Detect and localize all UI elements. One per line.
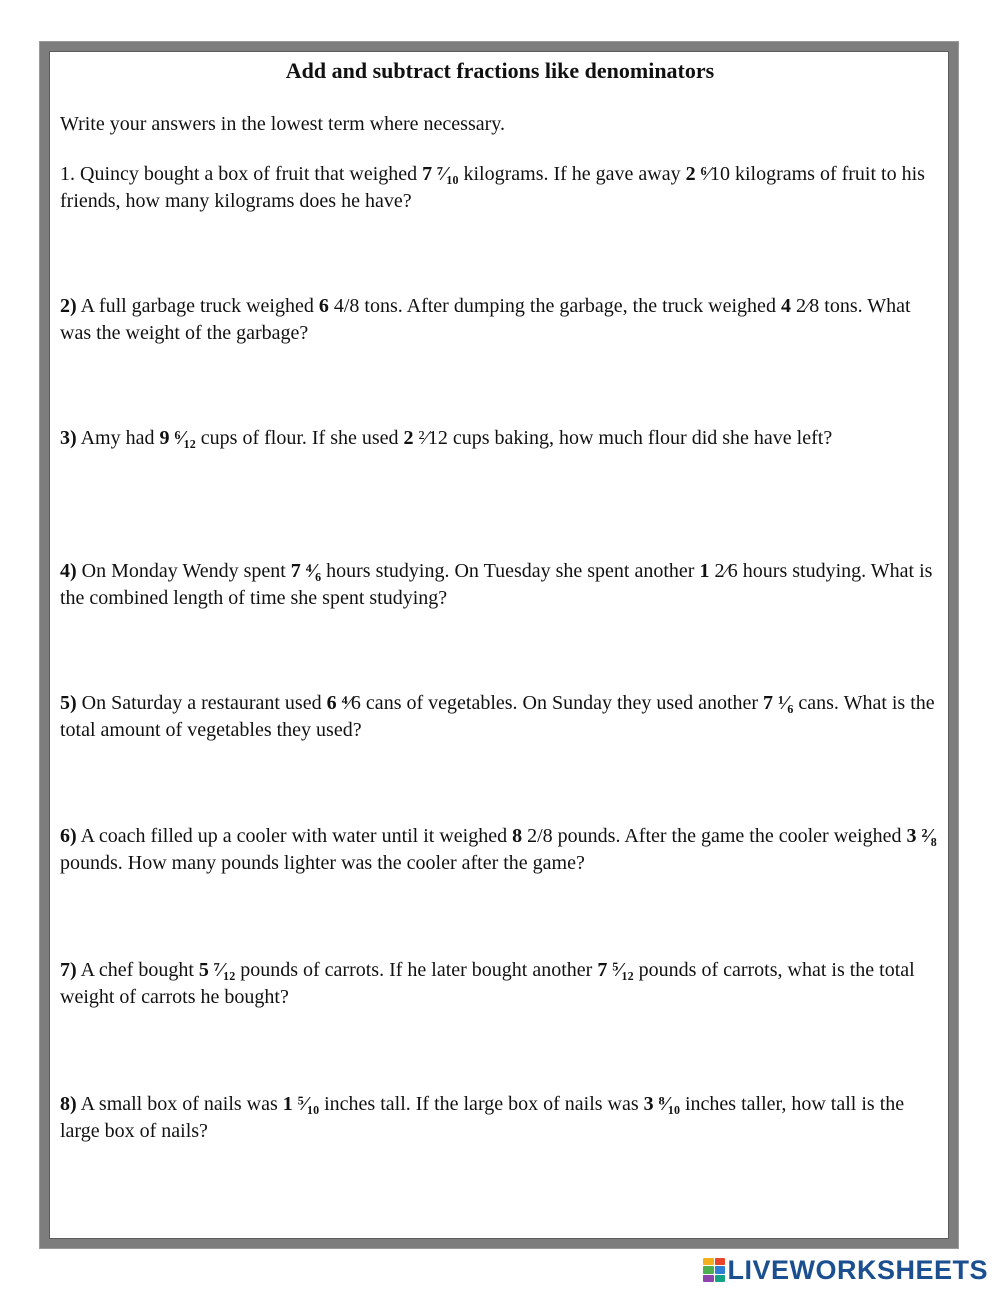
question-text: ⁄6 cans of vegetables. On Sunday they used another bbox=[347, 692, 764, 714]
logo-block bbox=[715, 1258, 726, 1265]
question-text: Amy had bbox=[76, 427, 160, 449]
question-text: inches tall. If the large box of nails was bbox=[319, 1093, 644, 1115]
question-value: 2 bbox=[403, 427, 414, 449]
question-1 bbox=[60, 161, 940, 215]
question-value: 7 ¹⁄₆ bbox=[763, 692, 794, 714]
worksheet-instructions: Write your answers in the lowest term where necessary. bbox=[60, 113, 505, 135]
question-8 bbox=[60, 1091, 940, 1145]
question-text: Quincy bought a box of fruit that weighed bbox=[75, 163, 423, 185]
question-text: A chef bought bbox=[76, 959, 199, 981]
question-7 bbox=[60, 957, 940, 1011]
question-value: 3 ⁸⁄₁₀ bbox=[643, 1093, 680, 1115]
question-text: A full garbage truck weighed bbox=[76, 295, 319, 317]
question-text: 2⁄8 tons. What was the weight of the garbage? bbox=[60, 295, 911, 344]
liveworksheets-logo[interactable] bbox=[703, 1253, 988, 1287]
logo-block bbox=[715, 1266, 726, 1273]
question-3 bbox=[60, 425, 940, 452]
question-2 bbox=[60, 293, 940, 347]
question-value: 7 ⁷⁄₁₀ bbox=[422, 163, 459, 185]
question-value: 4 bbox=[780, 295, 791, 317]
question-text: kilograms. If he gave away bbox=[458, 163, 686, 185]
logo-block bbox=[703, 1275, 714, 1282]
question-text: 2⁄6 hours studying. What is the combined length of time she spent studying? bbox=[60, 560, 933, 609]
worksheet-title: Add and subtract fractions like denominators bbox=[285, 58, 715, 83]
question-value: 6 ⁴ bbox=[326, 692, 348, 714]
question-value: 5 ⁷⁄₁₂ bbox=[198, 959, 236, 981]
question-value: 7 ⁴⁄₆ bbox=[290, 560, 322, 582]
logo-block bbox=[703, 1266, 714, 1273]
question-5 bbox=[60, 690, 940, 744]
question-text: On Monday Wendy spent bbox=[76, 560, 291, 582]
liveworksheets-logo-icon bbox=[703, 1258, 725, 1282]
question-number: 5) bbox=[60, 692, 77, 714]
logo-block bbox=[715, 1275, 726, 1282]
question-6 bbox=[60, 823, 940, 877]
question-text: cans. What is the total amount of vegetables they used? bbox=[60, 692, 935, 741]
question-text: 2/8 pounds. After the game the cooler weighed bbox=[522, 825, 907, 847]
question-4 bbox=[60, 558, 940, 612]
question-text: On Saturday a restaurant used bbox=[76, 692, 327, 714]
question-text: A small box of nails was bbox=[76, 1093, 283, 1115]
question-text: A coach filled up a cooler with water until it weighed bbox=[76, 825, 513, 847]
question-number: 4) bbox=[60, 560, 77, 582]
question-number: 8) bbox=[60, 1093, 77, 1115]
logo-block bbox=[703, 1258, 714, 1265]
question-value: 6 bbox=[318, 295, 329, 317]
question-text: hours studying. On Tuesday she spent another bbox=[321, 560, 700, 582]
liveworksheets-logo-text: LIVEWORKSHEETS bbox=[727, 1254, 988, 1285]
question-value: 3 ²⁄₈ bbox=[906, 825, 937, 847]
question-text: pounds of carrots, what is the total weight of carrots he bought? bbox=[60, 959, 915, 1008]
question-value: 9 ⁶⁄₁₂ bbox=[159, 427, 196, 449]
question-value: 7 ⁵⁄₁₂ bbox=[597, 959, 634, 981]
question-value: 2 ⁶ bbox=[685, 163, 707, 185]
question-text: ⁄10 kilograms of fruit to his friends, how many kilograms does he have? bbox=[60, 163, 925, 212]
question-text: 4/8 tons. After dumping the garbage, the truck weighed bbox=[328, 295, 781, 317]
question-number: 6) bbox=[60, 825, 77, 847]
question-text: ²⁄12 cups baking, how much flour did she have left? bbox=[413, 427, 833, 449]
question-value: 1 bbox=[699, 560, 710, 582]
question-text: cups of flour. If she used bbox=[195, 427, 404, 449]
question-number: 3) bbox=[60, 427, 77, 449]
question-value: 8 bbox=[512, 825, 523, 847]
question-text: inches taller, how tall is the large box of nails? bbox=[60, 1093, 905, 1142]
question-text: pounds of carrots. If he later bought another bbox=[235, 959, 598, 981]
worksheet-border bbox=[40, 42, 958, 1248]
question-text: pounds. How many pounds lighter was the cooler after the game? bbox=[60, 852, 585, 874]
question-number: 1. bbox=[60, 163, 75, 185]
question-value: 1 ⁵⁄₁₀ bbox=[282, 1093, 320, 1115]
question-number: 7) bbox=[60, 959, 77, 981]
question-number: 2) bbox=[60, 295, 77, 317]
